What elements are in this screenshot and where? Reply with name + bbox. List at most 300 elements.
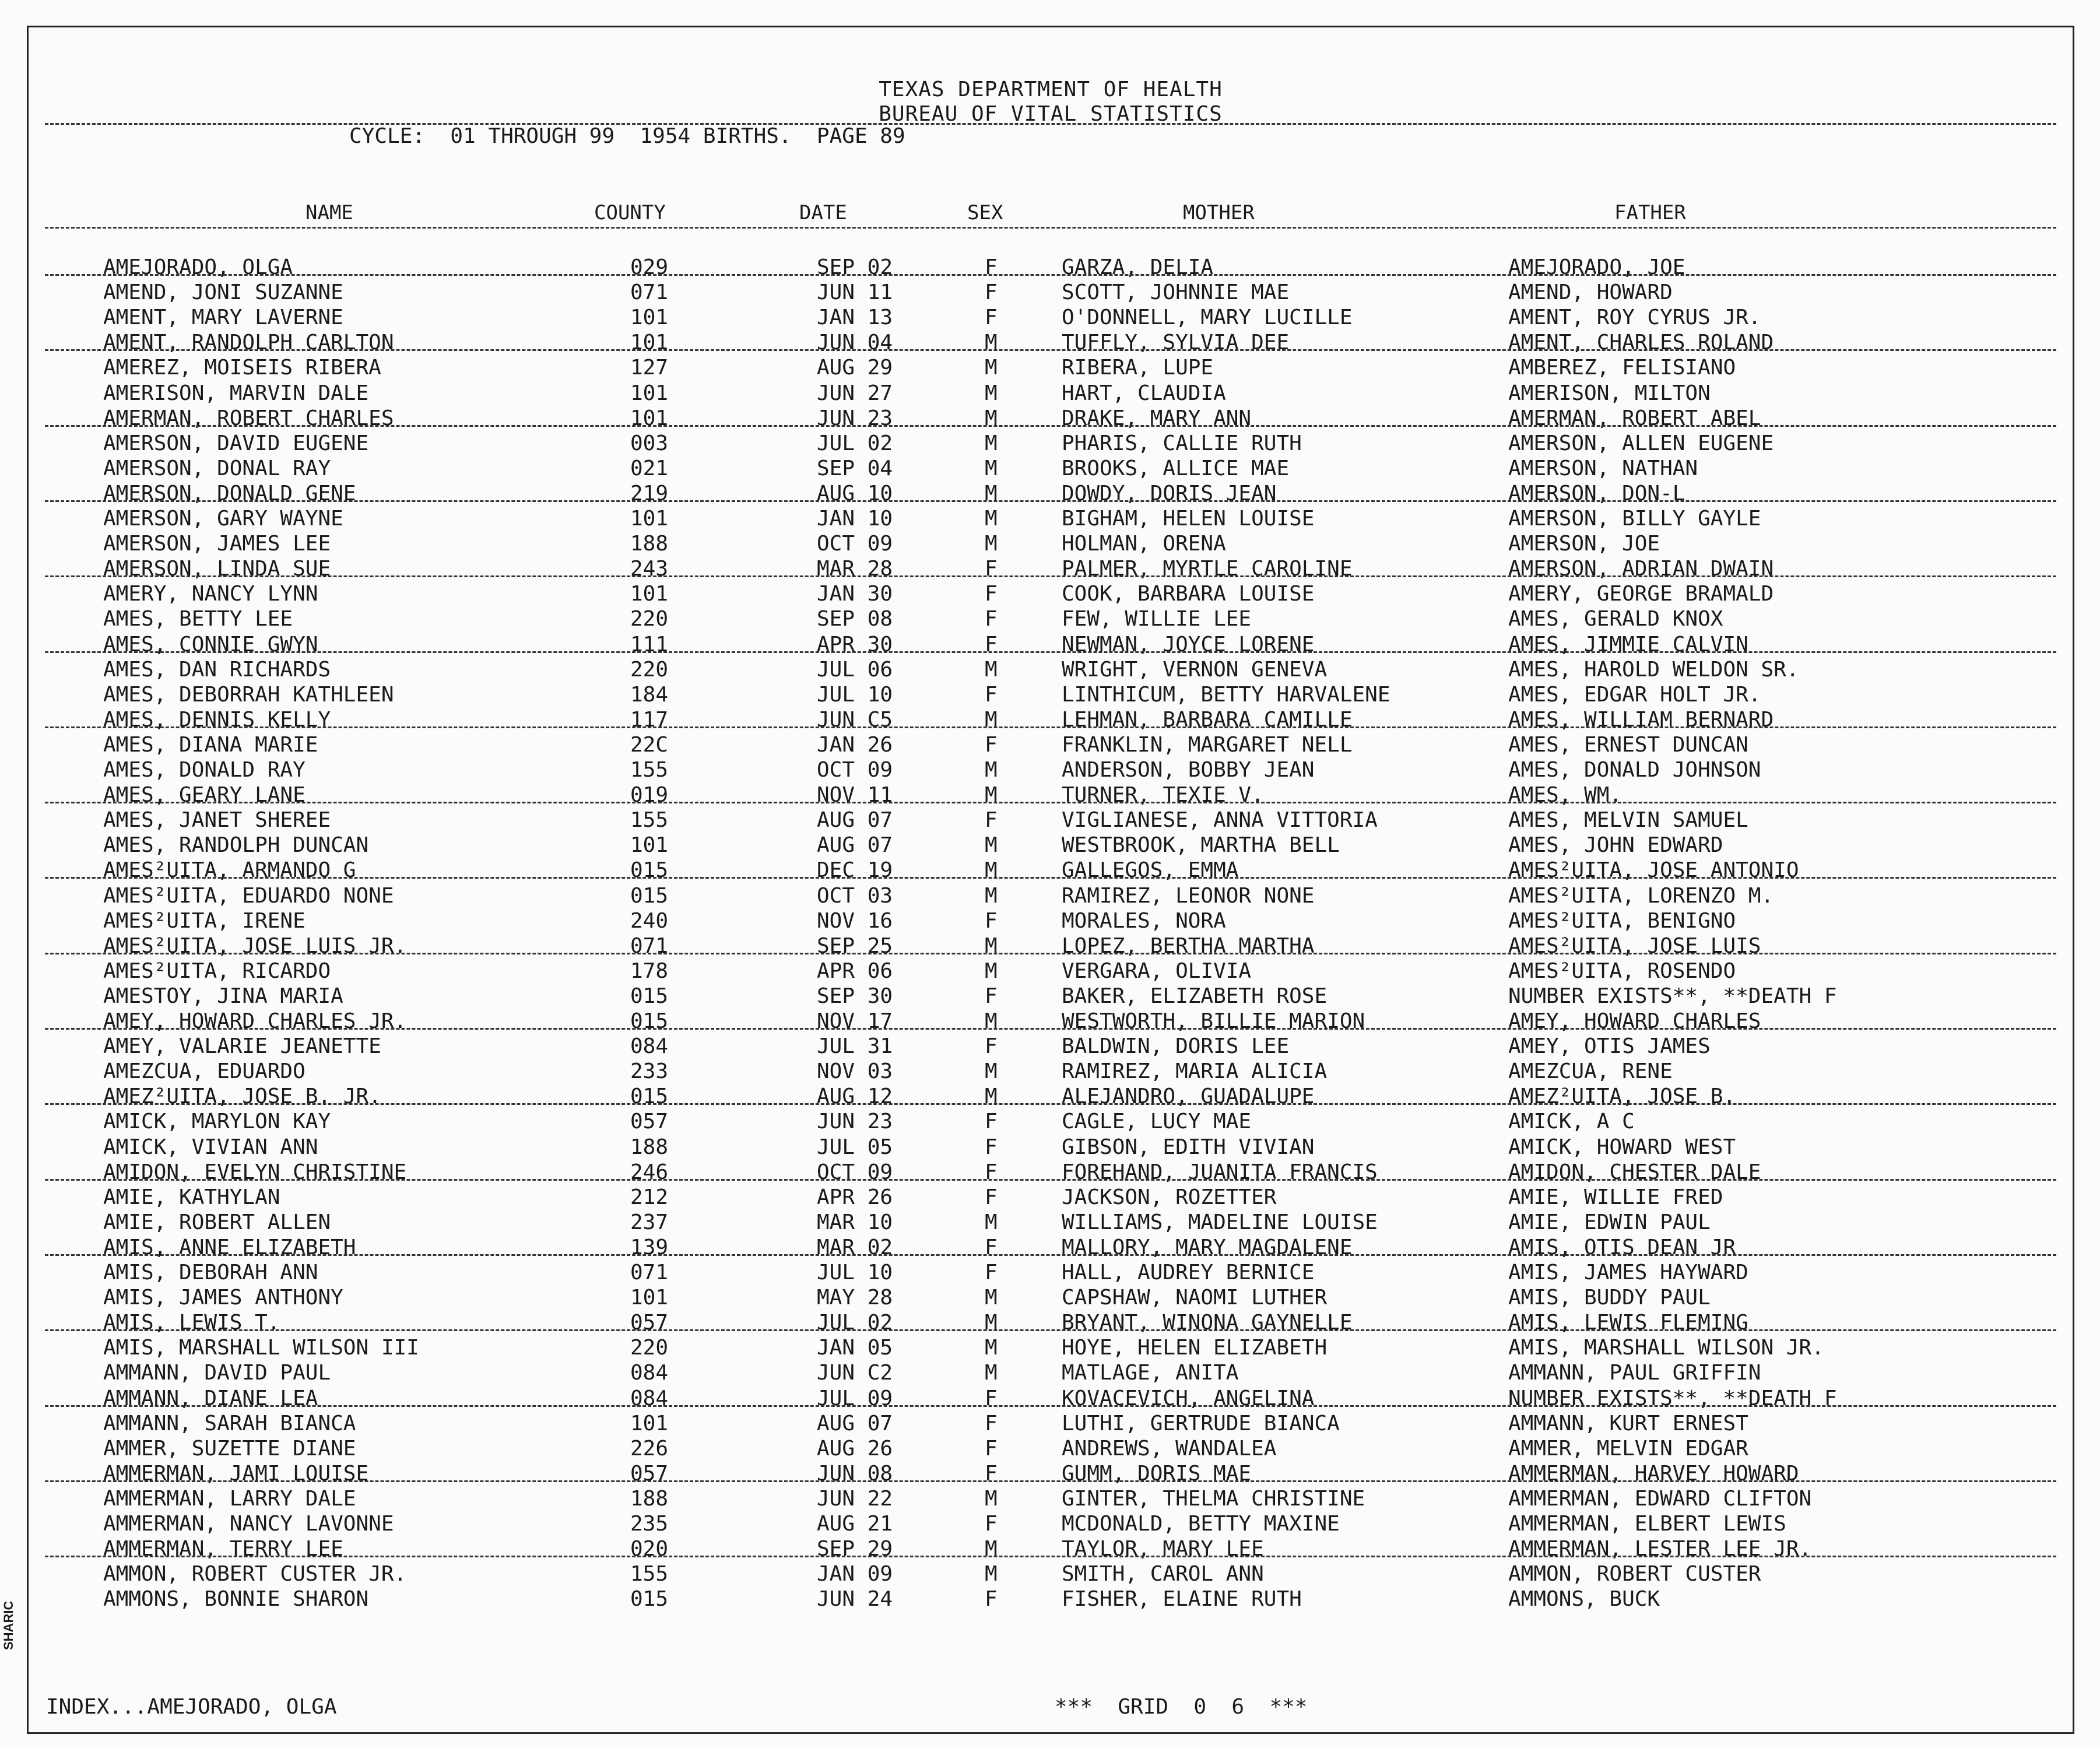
row-father: AMES, WILLIAM BERNARD xyxy=(1508,707,1774,732)
row-mother: WESTBROOK, MARTHA BELL xyxy=(1062,833,1340,858)
row-name: AMIS, ANNE ELIZABETH xyxy=(103,1235,356,1259)
row-sex: F xyxy=(985,1436,998,1461)
row-father: AMENT, ROY CYRUS JR. xyxy=(1508,306,1761,330)
row-name: AMICK, MARYLON KAY xyxy=(103,1110,331,1134)
row-county: 155 xyxy=(630,1562,669,1586)
row-father: AMES, JIMMIE CALVIN xyxy=(1508,632,1748,657)
row-date: JAN 26 xyxy=(817,732,893,757)
row-name: AMMERMAN, NANCY LAVONNE xyxy=(103,1512,394,1536)
row-mother: CAPSHAW, NAOMI LUTHER xyxy=(1062,1286,1328,1310)
row-sex: F xyxy=(985,1512,998,1536)
row-father: AMES, ERNEST DUNCAN xyxy=(1508,732,1748,757)
row-father: AMMON, ROBERT CUSTER xyxy=(1508,1562,1761,1586)
row-county: 019 xyxy=(630,783,669,808)
row-date: JUN 04 xyxy=(817,331,893,355)
row-date: AUG 12 xyxy=(817,1084,893,1109)
row-county: 071 xyxy=(630,933,669,958)
row-sex: F xyxy=(985,1411,998,1435)
row-date: JUL 09 xyxy=(817,1386,893,1410)
row-date: MAR 28 xyxy=(817,557,893,581)
row-sex: F xyxy=(985,255,998,279)
row-father: AMIDON, CHESTER DALE xyxy=(1508,1160,1761,1184)
row-mother: GIBSON, EDITH VIVIAN xyxy=(1062,1135,1315,1159)
row-sex: M xyxy=(985,1562,998,1586)
row-date: JUN 22 xyxy=(817,1486,893,1511)
row-mother: JACKSON, ROZETTER xyxy=(1062,1185,1277,1209)
row-county: 029 xyxy=(630,255,669,279)
row-county: 015 xyxy=(630,858,669,883)
row-name: AMES, DIANA MARIE xyxy=(103,732,318,757)
row-name: AMERISON, MARVIN DALE xyxy=(103,381,369,405)
row-name: AMERSON, JAMES LEE xyxy=(103,532,331,556)
row-name: AMIE, KATHYLAN xyxy=(103,1185,280,1209)
row-date: NOV 16 xyxy=(817,908,893,933)
row-date: SEP 30 xyxy=(817,984,893,1008)
group-rule xyxy=(45,575,2056,577)
row-father: AMICK, A C xyxy=(1508,1110,1635,1134)
row-name: AMIS, JAMES ANTHONY xyxy=(103,1286,343,1310)
row-county: 240 xyxy=(630,908,669,933)
group-rule xyxy=(45,651,2056,653)
group-rule xyxy=(45,1556,2056,1557)
row-name: AMES, DONALD RAY xyxy=(103,758,305,782)
row-county: 117 xyxy=(630,707,669,732)
row-mother: CAGLE, LUCY MAE xyxy=(1062,1110,1252,1134)
row-sex: M xyxy=(985,1210,998,1234)
row-father: AMIE, WILLIE FRED xyxy=(1508,1185,1723,1209)
row-date: JUN 27 xyxy=(817,381,893,405)
row-county: 127 xyxy=(630,356,669,380)
row-sex: F xyxy=(985,280,998,305)
row-father: AMIS, JAMES HAYWARD xyxy=(1508,1261,1748,1284)
row-mother: RAMIREZ, LEONOR NONE xyxy=(1062,883,1315,908)
row-mother: GARZA, DELIA xyxy=(1062,255,1214,279)
row-sex: M xyxy=(985,1311,998,1335)
row-father: AMES²UITA, BENIGNO xyxy=(1508,908,1736,933)
row-mother: MALLORY, MARY MAGDALENE xyxy=(1062,1235,1353,1259)
row-county: 226 xyxy=(630,1436,669,1461)
column-header-county: COUNTY xyxy=(594,201,666,224)
row-mother: LINTHICUM, BETTY HARVALENE xyxy=(1062,682,1390,707)
page-title: TEXAS DEPARTMENT OF HEALTH xyxy=(879,78,1223,101)
row-county: 101 xyxy=(630,1411,669,1435)
row-name: AMES²UITA, IRENE xyxy=(103,908,305,933)
row-sex: M xyxy=(985,532,998,556)
row-father: AMERSON, ADRIAN DWAIN xyxy=(1508,557,1774,581)
row-county: 101 xyxy=(630,1286,669,1310)
row-name: AMMANN, SARAH BIANCA xyxy=(103,1411,356,1435)
row-mother: HART, CLAUDIA xyxy=(1062,381,1226,405)
row-date: SEP 02 xyxy=(817,255,893,279)
row-name: AMEZ²UITA, JOSE B. JR. xyxy=(103,1084,381,1109)
group-rule xyxy=(45,1405,2056,1407)
row-father: AMEND, HOWARD xyxy=(1508,280,1673,305)
row-father: AMERSON, JOE xyxy=(1508,532,1660,556)
row-sex: F xyxy=(985,1587,998,1612)
column-header-sex: SEX xyxy=(967,201,1003,224)
row-sex: F xyxy=(985,632,998,657)
row-mother: WESTWORTH, BILLIE MARION xyxy=(1062,1009,1365,1033)
row-father: AMIS, LEWIS FLEMING xyxy=(1508,1311,1748,1335)
row-mother: VIGLIANESE, ANNA VITTORIA xyxy=(1062,808,1378,833)
row-county: 178 xyxy=(630,959,669,983)
row-county: 071 xyxy=(630,280,669,305)
row-mother: BALDWIN, DORIS LEE xyxy=(1062,1034,1290,1059)
row-county: 22C xyxy=(630,732,669,757)
row-county: 237 xyxy=(630,1210,669,1234)
document-frame xyxy=(27,26,2074,1734)
row-father: AMIS, BUDDY PAUL xyxy=(1508,1286,1711,1310)
column-header-mother: MOTHER xyxy=(1183,201,1255,224)
row-father: NUMBER EXISTS**, **DEATH F xyxy=(1508,1386,1837,1410)
row-county: 188 xyxy=(630,532,669,556)
row-name: AMMANN, DAVID PAUL xyxy=(103,1361,331,1385)
row-date: JUN C2 xyxy=(817,1361,893,1385)
row-father: AMES, MELVIN SAMUEL xyxy=(1508,808,1748,833)
row-name: AMERMAN, ROBERT CHARLES xyxy=(103,406,394,430)
row-date: AUG 07 xyxy=(817,808,893,833)
row-county: 015 xyxy=(630,1009,669,1033)
row-sex: F xyxy=(985,908,998,933)
row-father: AMBEREZ, FELISIANO xyxy=(1508,356,1736,380)
group-rule xyxy=(45,349,2056,351)
row-father: AMMANN, PAUL GRIFFIN xyxy=(1508,1361,1761,1385)
row-father: AMES, JOHN EDWARD xyxy=(1508,833,1723,858)
row-mother: TURNER, TEXIE V. xyxy=(1062,783,1264,808)
row-county: 020 xyxy=(630,1537,669,1561)
row-sex: F xyxy=(985,1261,998,1284)
row-father: NUMBER EXISTS**, **DEATH F xyxy=(1508,984,1837,1008)
row-name: AMMANN, DIANE LEA xyxy=(103,1386,318,1410)
row-mother: BRYANT, WINONA GAYNELLE xyxy=(1062,1311,1353,1335)
row-date: OCT 09 xyxy=(817,758,893,782)
row-name: AMIS, DEBORAH ANN xyxy=(103,1261,318,1284)
row-father: AMERY, GEORGE BRAMALD xyxy=(1508,582,1774,606)
row-name: AMIE, ROBERT ALLEN xyxy=(103,1210,331,1234)
row-father: AMERISON, MILTON xyxy=(1508,381,1711,405)
row-date: NOV 03 xyxy=(817,1059,893,1084)
row-father: AMEZ²UITA, JOSE B. xyxy=(1508,1084,1736,1109)
row-name: AMERSON, GARY WAYNE xyxy=(103,507,343,531)
row-name: AMESTOY, JINA MARIA xyxy=(103,984,343,1008)
row-name: AMERSON, LINDA SUE xyxy=(103,557,331,581)
row-date: OCT 09 xyxy=(817,532,893,556)
row-county: 015 xyxy=(630,984,669,1008)
row-name: AMERSON, DONALD GENE xyxy=(103,481,356,506)
column-header-date: DATE xyxy=(799,201,847,224)
row-father: AMIS, MARSHALL WILSON JR. xyxy=(1508,1336,1824,1360)
page-subtitle: BUREAU OF VITAL STATISTICS xyxy=(879,102,1223,126)
row-name: AMES, DENNIS KELLY xyxy=(103,707,331,732)
row-county: 021 xyxy=(630,456,669,480)
row-county: 184 xyxy=(630,682,669,707)
row-mother: KOVACEVICH, ANGELINA xyxy=(1062,1386,1315,1410)
row-date: SEP 29 xyxy=(817,1537,893,1561)
row-county: 071 xyxy=(630,1261,669,1284)
row-father: AMICK, HOWARD WEST xyxy=(1508,1135,1736,1159)
row-father: AMES, DONALD JOHNSON xyxy=(1508,758,1761,782)
row-date: SEP 04 xyxy=(817,456,893,480)
row-name: AMEREZ, MOISEIS RIBERA xyxy=(103,356,381,380)
column-header-father: FATHER xyxy=(1614,201,1686,224)
row-county: 084 xyxy=(630,1361,669,1385)
row-sex: M xyxy=(985,406,998,430)
group-rule xyxy=(45,953,2056,954)
row-name: AMES, RANDOLPH DUNCAN xyxy=(103,833,369,858)
row-mother: DRAKE, MARY ANN xyxy=(1062,406,1252,430)
row-mother: BROOKS, ALLICE MAE xyxy=(1062,456,1290,480)
row-county: 084 xyxy=(630,1034,669,1059)
group-rule xyxy=(45,877,2056,879)
row-father: AMMERMAN, HARVEY HOWARD xyxy=(1508,1461,1799,1486)
row-name: AMEND, JONI SUZANNE xyxy=(103,280,343,305)
row-date: JAN 09 xyxy=(817,1562,893,1586)
row-date: JUN 08 xyxy=(817,1461,893,1486)
row-name: AMMERMAN, TERRY LEE xyxy=(103,1537,343,1561)
row-county: 101 xyxy=(630,331,669,355)
row-county: 111 xyxy=(630,632,669,657)
group-rule xyxy=(45,500,2056,502)
row-county: 246 xyxy=(630,1160,669,1184)
row-sex: M xyxy=(985,883,998,908)
group-rule xyxy=(45,1254,2056,1256)
row-sex: M xyxy=(985,933,998,958)
row-father: AMMER, MELVIN EDGAR xyxy=(1508,1436,1748,1461)
row-mother: SMITH, CAROL ANN xyxy=(1062,1562,1264,1586)
row-father: AMES, GERALD KNOX xyxy=(1508,607,1723,631)
row-date: JUN C5 xyxy=(817,707,893,732)
row-sex: M xyxy=(985,456,998,480)
row-county: 057 xyxy=(630,1461,669,1486)
row-sex: F xyxy=(985,1185,998,1209)
row-county: 233 xyxy=(630,1059,669,1084)
row-mother: SCOTT, JOHNNIE MAE xyxy=(1062,280,1290,305)
row-name: AMES, DAN RICHARDS xyxy=(103,657,331,682)
row-father: AMES²UITA, JOSE LUIS xyxy=(1508,933,1761,958)
row-mother: FRANKLIN, MARGARET NELL xyxy=(1062,732,1353,757)
row-date: AUG 29 xyxy=(817,356,893,380)
row-sex: M xyxy=(985,381,998,405)
row-date: SEP 08 xyxy=(817,607,893,631)
row-sex: M xyxy=(985,1486,998,1511)
row-sex: F xyxy=(985,1235,998,1259)
row-name: AMES²UITA, JOSE LUIS JR. xyxy=(103,933,407,958)
row-name: AMERSON, DONAL RAY xyxy=(103,456,331,480)
row-name: AMES²UITA, RICARDO xyxy=(103,959,331,983)
row-date: OCT 09 xyxy=(817,1160,893,1184)
row-county: 101 xyxy=(630,381,669,405)
row-county: 101 xyxy=(630,306,669,330)
row-mother: WILLIAMS, MADELINE LOUISE xyxy=(1062,1210,1378,1234)
row-county: 220 xyxy=(630,607,669,631)
row-mother: O'DONNELL, MARY LUCILLE xyxy=(1062,306,1353,330)
row-mother: RIBERA, LUPE xyxy=(1062,356,1214,380)
row-mother: GUMM, DORIS MAE xyxy=(1062,1461,1252,1486)
row-name: AMIS, MARSHALL WILSON III xyxy=(103,1336,419,1360)
row-sex: M xyxy=(985,657,998,682)
row-father: AMEJORADO, JOE xyxy=(1508,255,1685,279)
row-sex: F xyxy=(985,557,998,581)
row-date: JUL 10 xyxy=(817,682,893,707)
row-date: AUG 07 xyxy=(817,833,893,858)
row-date: JAN 30 xyxy=(817,582,893,606)
row-father: AMES²UITA, LORENZO M. xyxy=(1508,883,1774,908)
row-name: AMIS, LEWIS T. xyxy=(103,1311,280,1335)
row-mother: FISHER, ELAINE RUTH xyxy=(1062,1587,1302,1612)
row-date: JUN 24 xyxy=(817,1587,893,1612)
row-mother: FOREHAND, JUANITA FRANCIS xyxy=(1062,1160,1378,1184)
row-mother: ALEJANDRO, GUADALUPE xyxy=(1062,1084,1315,1109)
row-mother: LOPEZ, BERTHA MARTHA xyxy=(1062,933,1315,958)
row-sex: F xyxy=(985,582,998,606)
row-sex: M xyxy=(985,1084,998,1109)
row-father: AMMERMAN, EDWARD CLIFTON xyxy=(1508,1486,1812,1511)
row-mother: PALMER, MYRTLE CAROLINE xyxy=(1062,557,1353,581)
row-father: AMMERMAN, ELBERT LEWIS xyxy=(1508,1512,1786,1536)
row-county: 101 xyxy=(630,833,669,858)
row-date: SEP 25 xyxy=(817,933,893,958)
row-date: JAN 13 xyxy=(817,306,893,330)
row-mother: NEWMAN, JOYCE LORENE xyxy=(1062,632,1315,657)
row-date: JUL 02 xyxy=(817,1311,893,1335)
row-sex: M xyxy=(985,758,998,782)
cycle-line: CYCLE: 01 THROUGH 99 1954 BIRTHS. PAGE 89 xyxy=(349,124,905,148)
row-sex: F xyxy=(985,607,998,631)
row-father: AMES²UITA, ROSENDO xyxy=(1508,959,1736,983)
row-county: 101 xyxy=(630,582,669,606)
rule-line xyxy=(45,123,2056,125)
row-father: AMERSON, DON-L xyxy=(1508,481,1685,506)
row-name: AMIDON, EVELYN CHRISTINE xyxy=(103,1160,407,1184)
row-name: AMICK, VIVIAN ANN xyxy=(103,1135,318,1159)
row-father: AMMANN, KURT ERNEST xyxy=(1508,1411,1748,1435)
row-name: AMES, DEBORRAH KATHLEEN xyxy=(103,682,394,707)
group-rule xyxy=(45,1329,2056,1331)
row-name: AMERY, NANCY LYNN xyxy=(103,582,318,606)
row-sex: F xyxy=(985,682,998,707)
row-sex: F xyxy=(985,984,998,1008)
row-sex: M xyxy=(985,1059,998,1084)
row-date: AUG 21 xyxy=(817,1512,893,1536)
row-name: AMMERMAN, LARRY DALE xyxy=(103,1486,356,1511)
row-mother: HOLMAN, ORENA xyxy=(1062,532,1226,556)
group-rule xyxy=(45,1028,2056,1030)
row-mother: FEW, WILLIE LEE xyxy=(1062,607,1252,631)
row-county: 101 xyxy=(630,507,669,531)
row-name: AMENT, RANDOLPH CARLTON xyxy=(103,331,394,355)
row-date: APR 30 xyxy=(817,632,893,657)
row-name: AMERSON, DAVID EUGENE xyxy=(103,431,369,455)
footer-grid: *** GRID 0 6 *** xyxy=(1055,1695,1308,1719)
row-county: 003 xyxy=(630,431,669,455)
row-county: 057 xyxy=(630,1110,669,1134)
row-sex: F xyxy=(985,1034,998,1059)
row-date: JUL 31 xyxy=(817,1034,893,1059)
row-date: DEC 19 xyxy=(817,858,893,883)
row-date: MAR 02 xyxy=(817,1235,893,1259)
row-name: AMMERMAN, JAMI LOUISE xyxy=(103,1461,369,1486)
row-county: 243 xyxy=(630,557,669,581)
row-sex: M xyxy=(985,356,998,380)
row-county: 219 xyxy=(630,481,669,506)
row-date: NOV 17 xyxy=(817,1009,893,1033)
row-mother: HALL, AUDREY BERNICE xyxy=(1062,1261,1315,1284)
row-father: AMEY, HOWARD CHARLES xyxy=(1508,1009,1761,1033)
row-county: 155 xyxy=(630,808,669,833)
row-date: AUG 10 xyxy=(817,481,893,506)
row-date: AUG 26 xyxy=(817,1436,893,1461)
row-name: AMES²UITA, EDUARDO NONE xyxy=(103,883,394,908)
row-sex: M xyxy=(985,1336,998,1360)
row-name: AMES, GEARY LANE xyxy=(103,783,305,808)
row-sex: F xyxy=(985,1135,998,1159)
row-father: AMES, WM. xyxy=(1508,783,1623,808)
row-name: AMENT, MARY LAVERNE xyxy=(103,306,343,330)
row-date: JUN 23 xyxy=(817,1110,893,1134)
row-date: JUN 23 xyxy=(817,406,893,430)
row-sex: M xyxy=(985,707,998,732)
row-mother: TUFFLY, SYLVIA DEE xyxy=(1062,331,1290,355)
row-sex: M xyxy=(985,1009,998,1033)
row-sex: M xyxy=(985,1286,998,1310)
row-mother: COOK, BARBARA LOUISE xyxy=(1062,582,1315,606)
row-father: AMIE, EDWIN PAUL xyxy=(1508,1210,1711,1234)
row-sex: M xyxy=(985,783,998,808)
row-mother: LUTHI, GERTRUDE BIANCA xyxy=(1062,1411,1340,1435)
side-label: SHARIC xyxy=(1,1600,16,1650)
row-mother: LEHMAN, BARBARA CAMILLE xyxy=(1062,707,1353,732)
row-date: NOV 11 xyxy=(817,783,893,808)
row-sex: M xyxy=(985,1537,998,1561)
row-county: 139 xyxy=(630,1235,669,1259)
row-county: 220 xyxy=(630,1336,669,1360)
column-header-name: NAME xyxy=(305,201,353,224)
row-mother: MATLAGE, ANITA xyxy=(1062,1361,1239,1385)
row-mother: RAMIREZ, MARIA ALICIA xyxy=(1062,1059,1328,1084)
group-rule xyxy=(45,1179,2056,1181)
row-date: APR 06 xyxy=(817,959,893,983)
row-sex: F xyxy=(985,1386,998,1410)
row-sex: M xyxy=(985,331,998,355)
row-mother: BAKER, ELIZABETH ROSE xyxy=(1062,984,1328,1008)
footer-index: INDEX...AMEJORADO, OLGA xyxy=(46,1695,337,1719)
row-name: AMES, JANET SHEREE xyxy=(103,808,331,833)
row-sex: M xyxy=(985,959,998,983)
row-name: AMEZCUA, EDUARDO xyxy=(103,1059,305,1084)
row-sex: M xyxy=(985,431,998,455)
row-date: MAR 10 xyxy=(817,1210,893,1234)
row-mother: GALLEGOS, EMMA xyxy=(1062,858,1239,883)
group-rule xyxy=(45,1103,2056,1105)
row-mother: VERGARA, OLIVIA xyxy=(1062,959,1252,983)
row-mother: MCDONALD, BETTY MAXINE xyxy=(1062,1512,1340,1536)
row-date: JUN 11 xyxy=(817,280,893,305)
row-father: AMENT, CHARLES ROLAND xyxy=(1508,331,1774,355)
row-sex: F xyxy=(985,732,998,757)
row-date: JUL 06 xyxy=(817,657,893,682)
row-mother: TAYLOR, MARY LEE xyxy=(1062,1537,1264,1561)
row-date: AUG 07 xyxy=(817,1411,893,1435)
row-father: AMERSON, ALLEN EUGENE xyxy=(1508,431,1774,455)
group-rule xyxy=(45,425,2056,427)
group-rule xyxy=(45,802,2056,803)
row-county: 188 xyxy=(630,1486,669,1511)
row-county: 057 xyxy=(630,1311,669,1335)
row-sex: M xyxy=(985,507,998,531)
group-rule xyxy=(45,726,2056,728)
row-name: AMMER, SUZETTE DIANE xyxy=(103,1436,356,1461)
header-rule xyxy=(45,227,2056,229)
